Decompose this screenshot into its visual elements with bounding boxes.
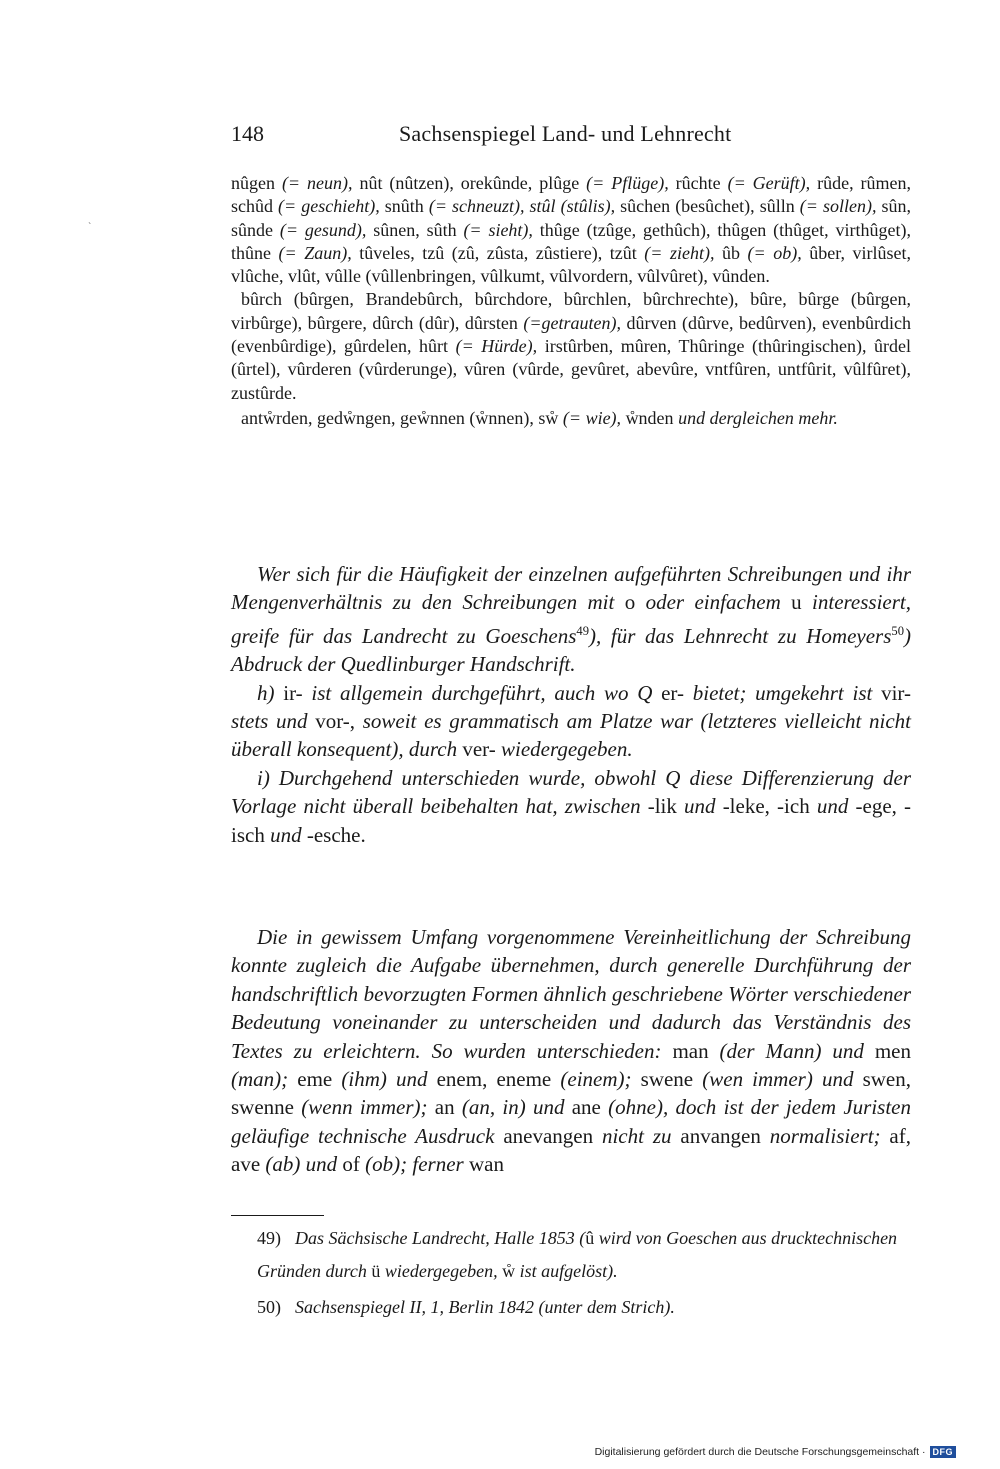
dfg-logo: DFG	[930, 1446, 957, 1458]
page-number: 148	[231, 121, 264, 146]
text-run: (= neun),	[281, 173, 353, 193]
body-section-1	[231, 560, 911, 849]
text-run: wird von Goeschen aus drucktechnischen Gründen durch	[257, 1228, 898, 1281]
text-run: er-	[661, 680, 684, 705]
text-run: (= gesund),	[279, 219, 367, 240]
text-run: Das Sächsische Landrecht, Halle 1853 (	[295, 1228, 586, 1248]
text-run: (einem);	[551, 1067, 641, 1092]
text-run: (= sieht),	[463, 219, 533, 240]
text-run: ) Abdruck der Quedlinburger Handschrift.	[231, 623, 911, 677]
body-section-2	[231, 923, 911, 1179]
text-run: (= sollen),	[799, 196, 877, 217]
footnote-49	[231, 1222, 911, 1288]
text-run: (= geschieht),	[278, 196, 380, 217]
text-run: wiedergegeben.	[495, 737, 633, 762]
text-run: of	[342, 1152, 360, 1177]
text-run: swene	[640, 1067, 694, 1092]
body-paragraph	[231, 923, 911, 1179]
text-run: enem, eneme	[436, 1067, 552, 1092]
text-run: (= ob),	[747, 242, 802, 263]
text-run: (der Mann) und	[708, 1038, 875, 1063]
footnote-text	[257, 1228, 897, 1281]
text-run: (= Zaun),	[278, 242, 352, 263]
text-run: anevangen	[503, 1123, 594, 1148]
text-run: und dergleichen mehr.	[678, 407, 838, 428]
text-run: (= zieht),	[644, 242, 715, 263]
scan-mark: ˋ	[88, 222, 92, 233]
text-run: (ihm) und	[332, 1067, 437, 1092]
text-run: (ob); ferner	[359, 1152, 469, 1177]
text-run: normalisiert;	[760, 1123, 890, 1148]
text-run: -esche.	[306, 822, 366, 847]
text-run: und	[809, 794, 856, 819]
text-run: (= Pflüge),	[586, 173, 669, 193]
text-run: und	[676, 794, 723, 819]
text-run: nûgen	[231, 173, 282, 193]
text-run: vor-,	[315, 709, 356, 734]
text-run: oder einfachem	[635, 590, 792, 615]
text-run: i) Durchgehend unterschieden wurde, obwohl Q diese Differenzierung der Vorlage nicht überall beibehalten hat, zwischen	[231, 765, 911, 819]
text-run: ist allgemein durchgeführt, auch wo Q	[302, 680, 662, 705]
word-list	[231, 172, 911, 430]
text-run: ûb	[714, 242, 748, 263]
text-run: ir-	[283, 680, 303, 705]
text-run: h)	[257, 680, 284, 705]
text-run: ane	[571, 1095, 601, 1120]
text-run: irstûrben, mûren, Thûringe (thûringischen), ûrdel (ûrtel), vûrderen (vûrderunge), vûren (vûrde, gevûret, abevûre, vntfûren, untfûrit, vûlfûret), zustûrde.	[231, 336, 912, 403]
text-run: sûchen (besûchet), sûlln	[615, 196, 800, 217]
text-run: dûrven (dûrve, bedûrven), evenbûrdich (evenbûrdige), gûrdelen, hûrt	[231, 312, 911, 357]
footnote-50	[231, 1291, 911, 1324]
text-run: ü	[371, 1261, 381, 1281]
credit-text: Digitalisierung gefördert durch die Deutsche Forschungsgemeinschaft ·	[594, 1446, 926, 1458]
text-run: ûber, virlûset, vlûche, vlût, vûlle (vûllenbringen, vûlkumt, vûlvordern, vûlvûret), vûnden.	[231, 242, 912, 287]
text-run: (ab) und	[260, 1152, 343, 1177]
text-run: bietet; umgekehrt ist	[684, 680, 882, 705]
text-run: (man);	[231, 1067, 298, 1092]
footnote-ref: 50	[891, 623, 904, 638]
text-run: man	[672, 1038, 709, 1063]
text-run: -leke, -ich	[722, 794, 810, 819]
text-run: anvangen	[680, 1123, 761, 1148]
text-run: wiedergegeben,	[380, 1261, 503, 1281]
text-run: -lik	[647, 794, 677, 819]
footnote-number: 50)	[257, 1297, 281, 1317]
word-list-paragraph	[231, 288, 911, 404]
body-paragraph	[231, 764, 911, 849]
text-run: tûveles, tzû (zû, zûsta, zûstiere), tzût	[351, 242, 645, 263]
text-run: an	[434, 1095, 455, 1120]
text-run: men	[874, 1038, 911, 1063]
body-paragraph	[231, 679, 911, 764]
text-run: ver-	[462, 737, 496, 762]
text-run: stets und	[231, 709, 316, 734]
text-run: nût (nûtzen), orekûnde, plûge	[352, 173, 587, 193]
text-run: -ege, -isch	[231, 794, 912, 847]
text-run: (= Gerüft),	[727, 173, 811, 193]
text-run: (= Hürde),	[455, 336, 538, 357]
footnote-ref: 49	[576, 623, 589, 638]
text-run: ist aufgelöst).	[515, 1261, 618, 1281]
text-run: ẘnden	[621, 407, 679, 428]
running-title: Sachsenspiegel Land- und Lehnrecht	[399, 121, 732, 146]
text-run: sûnen, sûth	[366, 219, 464, 240]
text-run: interessiert, greife für das Landrecht zu Goeschens	[231, 590, 912, 648]
word-list-paragraph	[231, 407, 911, 430]
text-run: antẘrden, gedẘngen, geẘnnen (ẘnnen), sẘ	[241, 407, 563, 428]
text-run: rûde, rûmen, schûd	[231, 173, 912, 217]
text-run: und	[264, 822, 307, 847]
text-run: (=getrauten),	[523, 312, 621, 333]
text-run: vir-	[881, 680, 911, 705]
text-run: Sachsenspiegel II, 1, Berlin 1842 (unter dem Strich).	[295, 1297, 675, 1317]
text-run: soweit es grammatisch am Platze war (letzteres vielleicht nicht überall konsequent), durch	[231, 709, 911, 762]
text-run: nicht zu	[593, 1123, 681, 1148]
text-run: swen, swenne	[231, 1067, 911, 1120]
text-run: û	[585, 1228, 595, 1248]
text-run: (= schneuzt), stûl (stûlis),	[428, 196, 616, 217]
text-run: sûn, sûnde	[231, 196, 912, 240]
text-run: (ohne), doch ist der jedem Juristen geläufige technische Ausdruck	[231, 1095, 912, 1148]
text-run: Wer sich für die Häufigkeit der einzelnen aufgeführten Schreibungen und ihr Mengenverhältnis zu den Schreibungen mit	[231, 562, 911, 615]
word-list-paragraph	[231, 172, 911, 288]
footnote-number: 49)	[257, 1228, 281, 1248]
text-run: (wen immer) und	[693, 1067, 863, 1092]
footnote-rule	[231, 1215, 324, 1216]
body-paragraph	[231, 560, 911, 679]
text-run: (wenn immer);	[293, 1095, 435, 1120]
text-run: af, ave	[231, 1123, 911, 1177]
digitization-credit	[595, 1446, 956, 1458]
text-run: Die in gewissem Umfang vorgenommene Vereinheitlichung der Schreibung konnte zugleich die Aufgabe übernehmen, durch generelle Durchführung der handschriftlich bevorzugten Formen ähnlich geschriebene Wörter verschiedener Bedeutung voneinander zu unterscheiden und dadurch das Verständnis des Textes zu erleichtern. So wurden unterschieden:	[231, 925, 911, 1063]
text-run: thûge (tzûge, gethûch), thûgen (thûget, virthûget), thûne	[231, 219, 911, 263]
text-run: (an, in) und	[454, 1095, 572, 1120]
text-run: wan	[468, 1152, 504, 1177]
text-run: ẘ	[502, 1261, 516, 1281]
text-run: ), für das Lehnrecht zu Homeyers	[588, 623, 892, 648]
text-run: o	[624, 590, 636, 615]
text-run: snûth	[379, 196, 429, 217]
footnote-text	[295, 1297, 675, 1317]
text-run: eme	[297, 1067, 333, 1092]
text-run: rûchte	[668, 173, 728, 193]
text-run: bûrch (bûrgen, Brandebûrch, bûrchdore, bûrchlen, bûrchrechte), bûre, bûrge (bûrgen, virbûrge), bûrgere, dûrch (dûr), dûrsten	[231, 289, 911, 333]
text-run: u	[791, 590, 802, 615]
text-run: (= wie),	[562, 407, 622, 428]
